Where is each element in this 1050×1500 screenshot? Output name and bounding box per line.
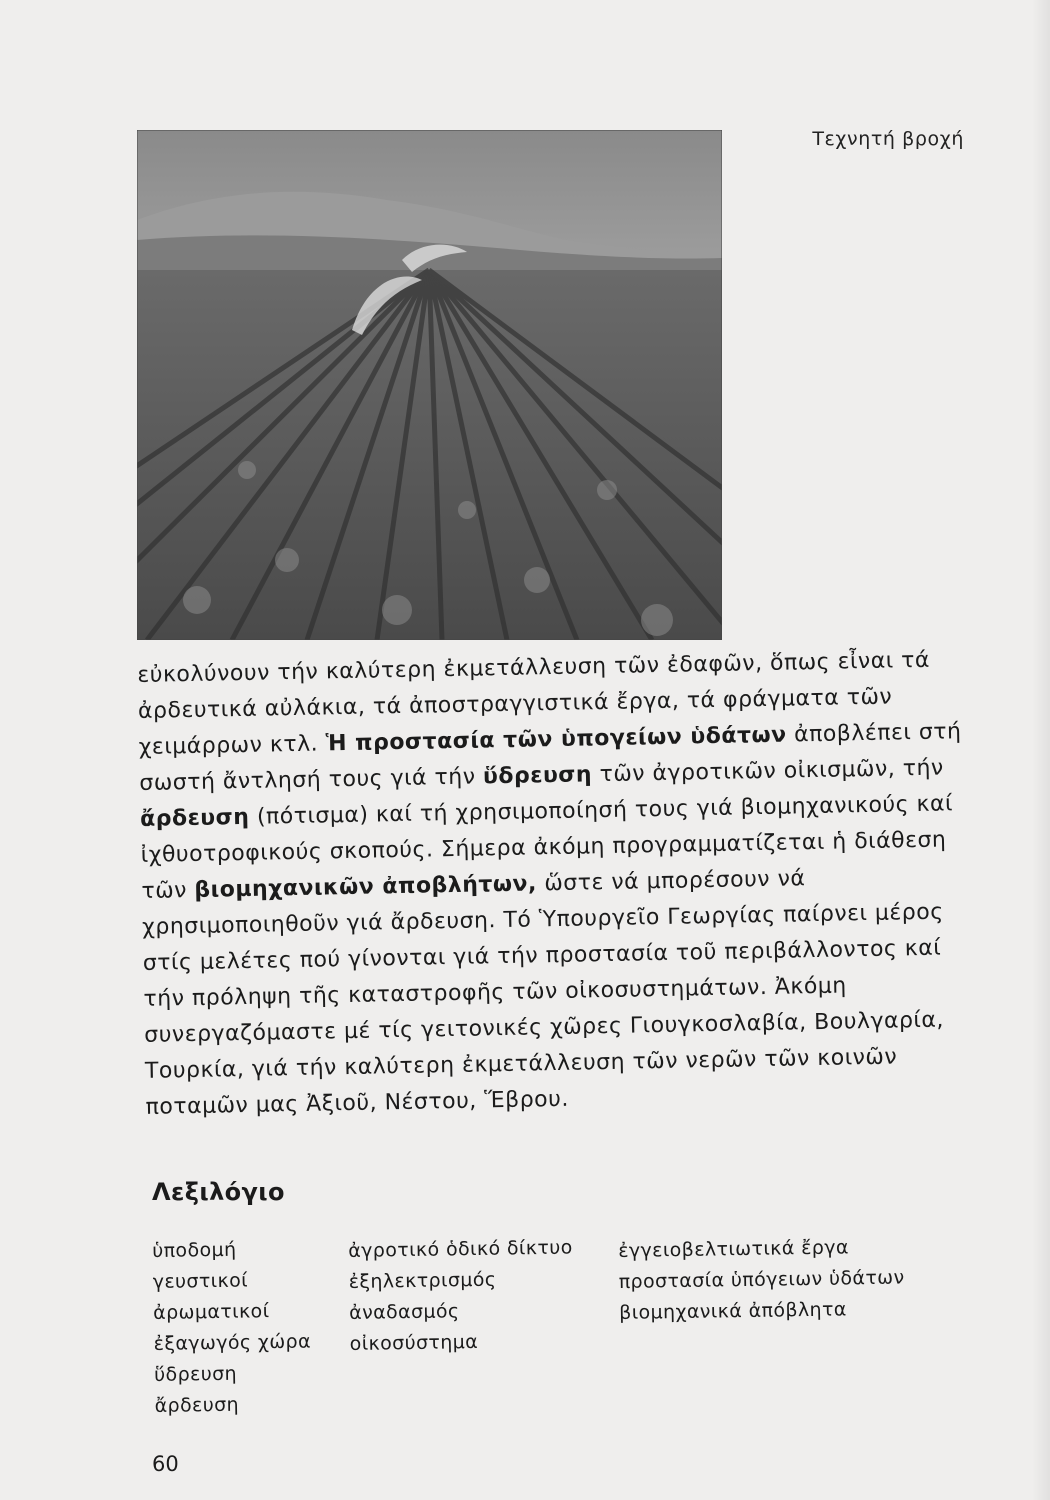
page-edge-shadow [1032, 0, 1050, 1500]
vocabulary-item: οἰκοσύστημα [349, 1330, 479, 1355]
text-run: ὥστε νά μπορέσουν νά χρησιμοποιηθοῦν γιά ἄρδευση. Τό Ὑπουργεῖο Γεωργίας παίρνει μέρος στίς μελέτες πού γίνονται γιά τήν προστασία τοῦ περιβάλλοντος καί τήν πρόληψη τῆς καταστροφῆς τῶν οἰκοσυστημάτων. Ἀκόμη συνεργαζόμαστε μέ τίς γειτονικές χῶρες Γιουγκοσλαβία, Βουλγαρία, Τουρκία, γιά τήν καλύτερη ἐκμετάλλευση τῶν νερῶν τῶν κοινῶν ποταμῶν μας Ἀξιοῦ, Νέστου, Ἕβρου. [141, 866, 945, 1120]
vocabulary-column-2 [348, 1232, 574, 1360]
vocabulary-item: ἀγροτικό ὁδικό δίκτυο [348, 1236, 573, 1262]
vocabulary-item: ἐγγειοβελτιωτικά ἔργα [618, 1236, 850, 1262]
text-run: ἀποβλέπει στή σωστή ἄντλησή τους γιά τήν [139, 719, 962, 796]
photo-caption: Τεχνητή βροχή [812, 128, 964, 150]
term-groundwater-protection: Ἡ προστασία τῶν ὑπογείων ὑδάτων [325, 722, 787, 757]
text-run: (πότισμα) καί τή χρησιμοποίησή τους γιά βιομηχανικούς καί ἰχθυοτροφικούς σκοπούς. Σήμερα ἀκόμη προγραμματίζεται ἡ διάθεση τῶν [140, 791, 954, 904]
vocabulary-item: ἐξαγωγός χώρα [153, 1330, 312, 1355]
text-run: εὐκολύνουν τήν καλύτερη ἐκμετάλλευση τῶν ἐδαφῶν, ὅπως εἶναι τά ἀρδευτικά αὐλάκια, τά ἀποστραγγιστικά ἔργα, τά φράγματα τῶν χειμάρρων κτλ. [137, 647, 931, 760]
vocabulary-item: ὑποδομή [152, 1238, 237, 1262]
page-number: 60 [152, 1452, 179, 1476]
vocabulary-item: γευστικοί [152, 1269, 249, 1293]
vocabulary-item: ἀναδασμός [349, 1300, 460, 1324]
vocabulary-item: ἀρωματικοί [153, 1300, 270, 1324]
term-water-supply: ὕδρευση [482, 762, 593, 790]
vocabulary-item: ἄρδευση [154, 1393, 240, 1417]
vocabulary-column-3 [618, 1232, 905, 1329]
term-industrial-waste: βιομηχανικῶν ἀποβλήτων, [194, 871, 538, 903]
text-run: τῶν ἀγροτικῶν οἰκισμῶν, τήν [591, 755, 944, 788]
body-paragraph [137, 642, 986, 1126]
vocabulary-item: βιομηχανικά ἀπόβλητα [619, 1298, 847, 1324]
vocabulary-item: προστασία ὑπόγειων ὑδάτων [618, 1266, 905, 1293]
vocabulary-item: ἐξηλεκτρισμός [348, 1268, 497, 1293]
term-irrigation: ἄρδευση [139, 804, 250, 832]
vocabulary-item: ὕδρευση [154, 1362, 238, 1386]
vocabulary-title: Λεξιλόγιο [152, 1178, 285, 1206]
irrigated-field-photo [137, 130, 722, 640]
vocabulary-column-1 [152, 1234, 312, 1422]
